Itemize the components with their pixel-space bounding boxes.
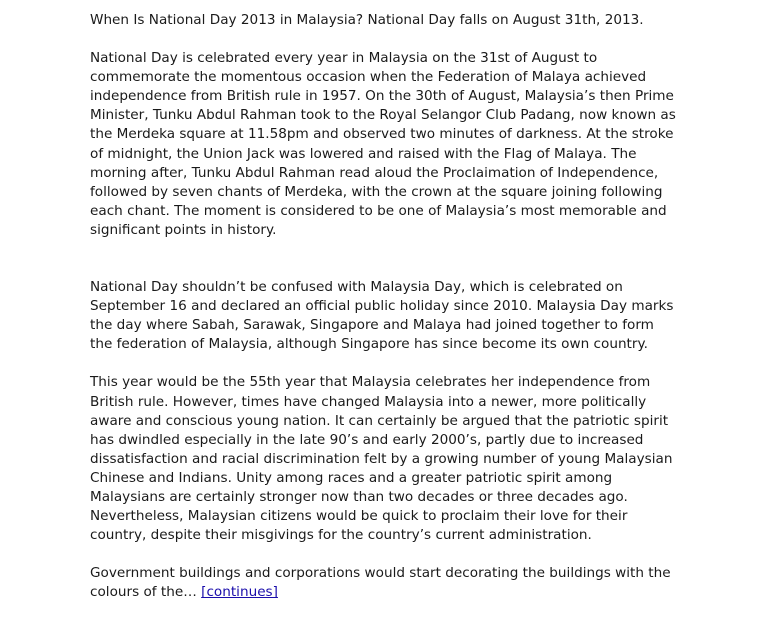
article-intro: When Is National Day 2013 in Malaysia? National Day falls on August 31th, 2013. bbox=[90, 12, 644, 28]
article bbox=[90, 11, 680, 621]
paragraph-independence-history: National Day is celebrated every year in Malaysia on the 31st of August to commemorate the momentous occasion when the Federation of Malaya achieved independence from British rule in 1957. On the 30th of August, Malaysia’s then Prime Minister, Tunku Abdul Rahman took to the Royal Selangor Club Padang, now known as the Merdeka square at 11.58pm and observed two minutes of darkness. At the stroke of midnight, the Union Jack was lowered and raised with the Flag of Malaya. The morning after, Tunku Abdul Rahman read aloud the Proclaimation of Independence, followed by seven chants of Merdeka, with the crown at the square joining following each chant. The moment is considered to be one of Malaysia’s most memorable and significant points in history. bbox=[90, 50, 676, 238]
paragraph-decorations bbox=[90, 564, 680, 602]
paragraph-55th-year: This year would be the 55th year that Malaysia celebrates her independence from British rule. However, times have changed Malaysia into a newer, more politically aware and conscious young nation. It can certainly be argued that the patriotic spirit has dwindled especially in the late 90’s and early 2000’s, partly due to increased dissatisfaction and racial discrimination felt by a growing number of young Malaysian Chinese and Indians. Unity among races and a greater patriotic spirit among Malaysians are certainly stronger now than two decades or three decades ago. Nevertheless, Malaysian citizens would be quick to proclaim their love for their country, despite their misgivings for the country’s current administration. bbox=[90, 374, 673, 544]
continues-link[interactable]: [continues] bbox=[201, 584, 278, 601]
paragraph-decorations-text: Government buildings and corporations would start decorating the buildings with the colours of the… bbox=[90, 565, 671, 601]
paragraph-malaysia-day: National Day shouldn’t be confused with Malaysia Day, which is celebrated on September 16 and declared an official public holiday since 2010. Malaysia Day marks the day where Sabah, Sarawak, Singapore and Malaya had joined together to form the federation of Malaysia, although Singapore has since become its own country. bbox=[90, 279, 674, 353]
